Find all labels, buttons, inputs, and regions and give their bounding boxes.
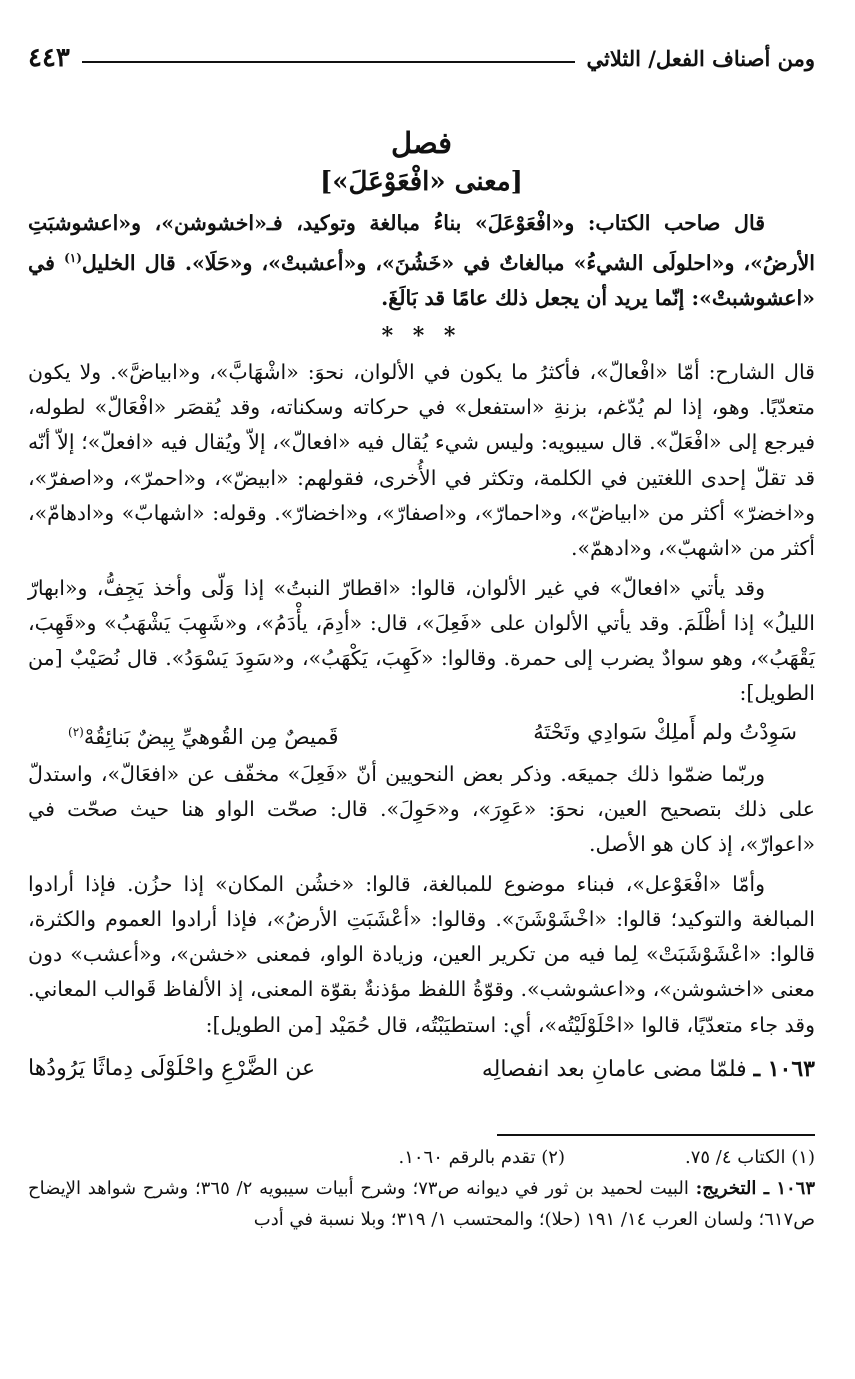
header-rule	[82, 61, 575, 63]
verse-nusayb	[28, 712, 815, 757]
takhrij-footnote	[28, 1173, 815, 1235]
footnote-marker-1: (١)	[64, 251, 82, 266]
verse-number: ١٠٦٣ ـ	[753, 1056, 815, 1083]
footnote-2: (٢) تقدم بالرقم ١٠٦٠.	[398, 1147, 565, 1169]
takhrij-label: ١٠٦٣ ـ التخريج:	[695, 1178, 815, 1200]
page	[28, 38, 815, 1379]
sharh-paragraph-3: وربّما ضمّوا ذلك جميعَه. وذكر بعض النحويين أنّ «فَعِلَ» مخفّف عن «افعَالّ»، واستدلّ على ذلك بتصحيح العين، نحوَ: «عَوِرَ»، و«حَوِلَ». قال: صحّت الواو هنا حيث صحّت في «اعوارّ»، إذ كان هو الأصل.	[28, 761, 815, 857]
verse-hemistich-left: عن الضَّرْعِ واحْلَوْلَى دِماثًا يَرُودُها	[28, 1056, 316, 1082]
section-title: فصل	[391, 126, 452, 160]
sharh-paragraph-1: قال الشارح: أمّا «افْعالّ»، فأكثرُ ما يكون في الألوان، نحوَ: «اشْهَابَّ»، و«ابياضَّ». ولا يكون متعدّيًا. وهو، إذا لم يُدّغم، بزنةِ «استفعل» في حركاته وسكناته، وقد يُقصَر «افْعَالّ» لطوله، فيرجع إلى «افْعَلّ». قال سيبويه: وليس شيء يُقال فيه «افعالّ»، إلاّ ويُقال فيه «افعلّ»؛ إلاّ أنّه قد تقلّ إحدى اللغتين في الكلمة، وتكثر في الأُخرى، فقولهم: «ابيضّ»، و«احمرّ»، و«اصفرّ»، و«اخضرّ» أكثر من «ابياضّ»، و«احمارّ»، و«اصفارّ»، و«اخضارّ». وقوله: «اشهابّ» و«ادهامّ»، أكثر من «اشهبّ»، و«ادهمّ».	[28, 359, 815, 561]
verse-hemistich-left-text: قَميصٌ مِن القُوهيِّ بِيضٌ بَنائِقُهْ	[83, 724, 339, 749]
footnotes-row	[28, 1142, 815, 1173]
running-header	[28, 38, 815, 78]
matn-line-2: في «اعشوشبتْ»: إنّما يريد أن يجعل ذلك عامًا قد بَالَغَ.	[28, 251, 815, 311]
footnote-1: (١) الكتاب ٤/ ٧٥.	[684, 1147, 815, 1169]
verse-hemistich-left	[68, 712, 339, 757]
verse-right-group	[482, 1049, 815, 1090]
verse-hemistich-right: فلمّا مضى عامانِ بعد انفصالِه	[481, 1057, 747, 1083]
verse-hemistich-right: سَوِدْتُ ولم أَملِكْ سَوادِي وتَحْتَهُ	[533, 719, 797, 744]
section-subtitle: [معنى «افْعَوْعَلَ»]	[320, 167, 523, 197]
running-title: ومن أصناف الفعل/ الثلاثي	[586, 45, 815, 71]
footnote-rule	[497, 1134, 815, 1136]
sharh-paragraph-4: وأمّا «افْعَوْعل»، فبناء موضوع للمبالغة، قالوا: «خشُن المكان» إذا حزُن. فإذا أرادوا المبالغة والتوكيد؛ قالوا: «اخْشَوْشَنَ». وقالوا: «أعْشَبَتِ الأرضُ»، فإذا أرادوا العموم والكثرة، قالوا: «اعْشَوْشَبَتْ» لِما فيه من تكرير العين، وزيادة الواو، فمعنى «خشن»، و«أعشب» دون معنى «اخشوشن»، و«اعشوشب». وقوّةُ اللفظ مؤذنةٌ بقوّة المعنى، إذ الألفاظ قَوالب المعاني. وقد جاء متعدّيًا، قالوا «احْلَوْلَيْتُه»، أي: استطيَبْتُه، قال حُمَيْد [من الطويل]:	[28, 871, 815, 1037]
verse-humayd	[28, 1049, 815, 1090]
matn-line-1: قال صاحب الكتاب: و«افْعَوْعَلَ» بناءُ مبالغة وتوكيد، فـ«اخشوشن»، و«اعشوشبَتِ الأرضُ»، و«احلولَى الشيءُ» مبالغاتٌ في «خَشُنَ»، و«أعشبتْ»، و«حَلَا». قال الخليل	[28, 211, 816, 276]
takhrij-text: البيت لحميد بن ثور في ديوانه ص٧٣؛ وشرح أبيات سيبويه ٢/ ٣٦٥؛ وشرح شواهد الإيضاح ص٦١٧؛ ولسان العرب ١٤/ ١٩١ (حلا)؛ والمحتسب ١/ ٣١٩؛ وبلا نسبة في أدب	[28, 1178, 815, 1231]
matn-paragraph	[28, 206, 815, 317]
sharh-paragraph-2: وقد يأتي «افعالّ» في غير الألوان، قالوا: «اقطارّ النبتُ» إذا وَلّى وأخذ يَجِفُّ، و«ابهارّ الليلُ» إذا أظْلَمَ. وقد يأتي الألوان على «فَعِلَ»، قال: «أدِمَ، يأْدَمُ»، و«شَهِبَ يَشْهَبُ» و«قَهِبَ، يَقْهَبُ»، وهو سوادٌ يضرب إلى حمرة. وقالوا: «كَهِبَ، يَكْهَبُ»، و«سَوِدَ يَسْوَدُ». قال نُصَيْبٌ [من الطويل]:	[28, 575, 815, 706]
page-number: ٤٤٣	[28, 43, 70, 73]
footnote-marker-2: (٢)	[68, 724, 84, 739]
separator-stars: * * *	[381, 322, 462, 349]
